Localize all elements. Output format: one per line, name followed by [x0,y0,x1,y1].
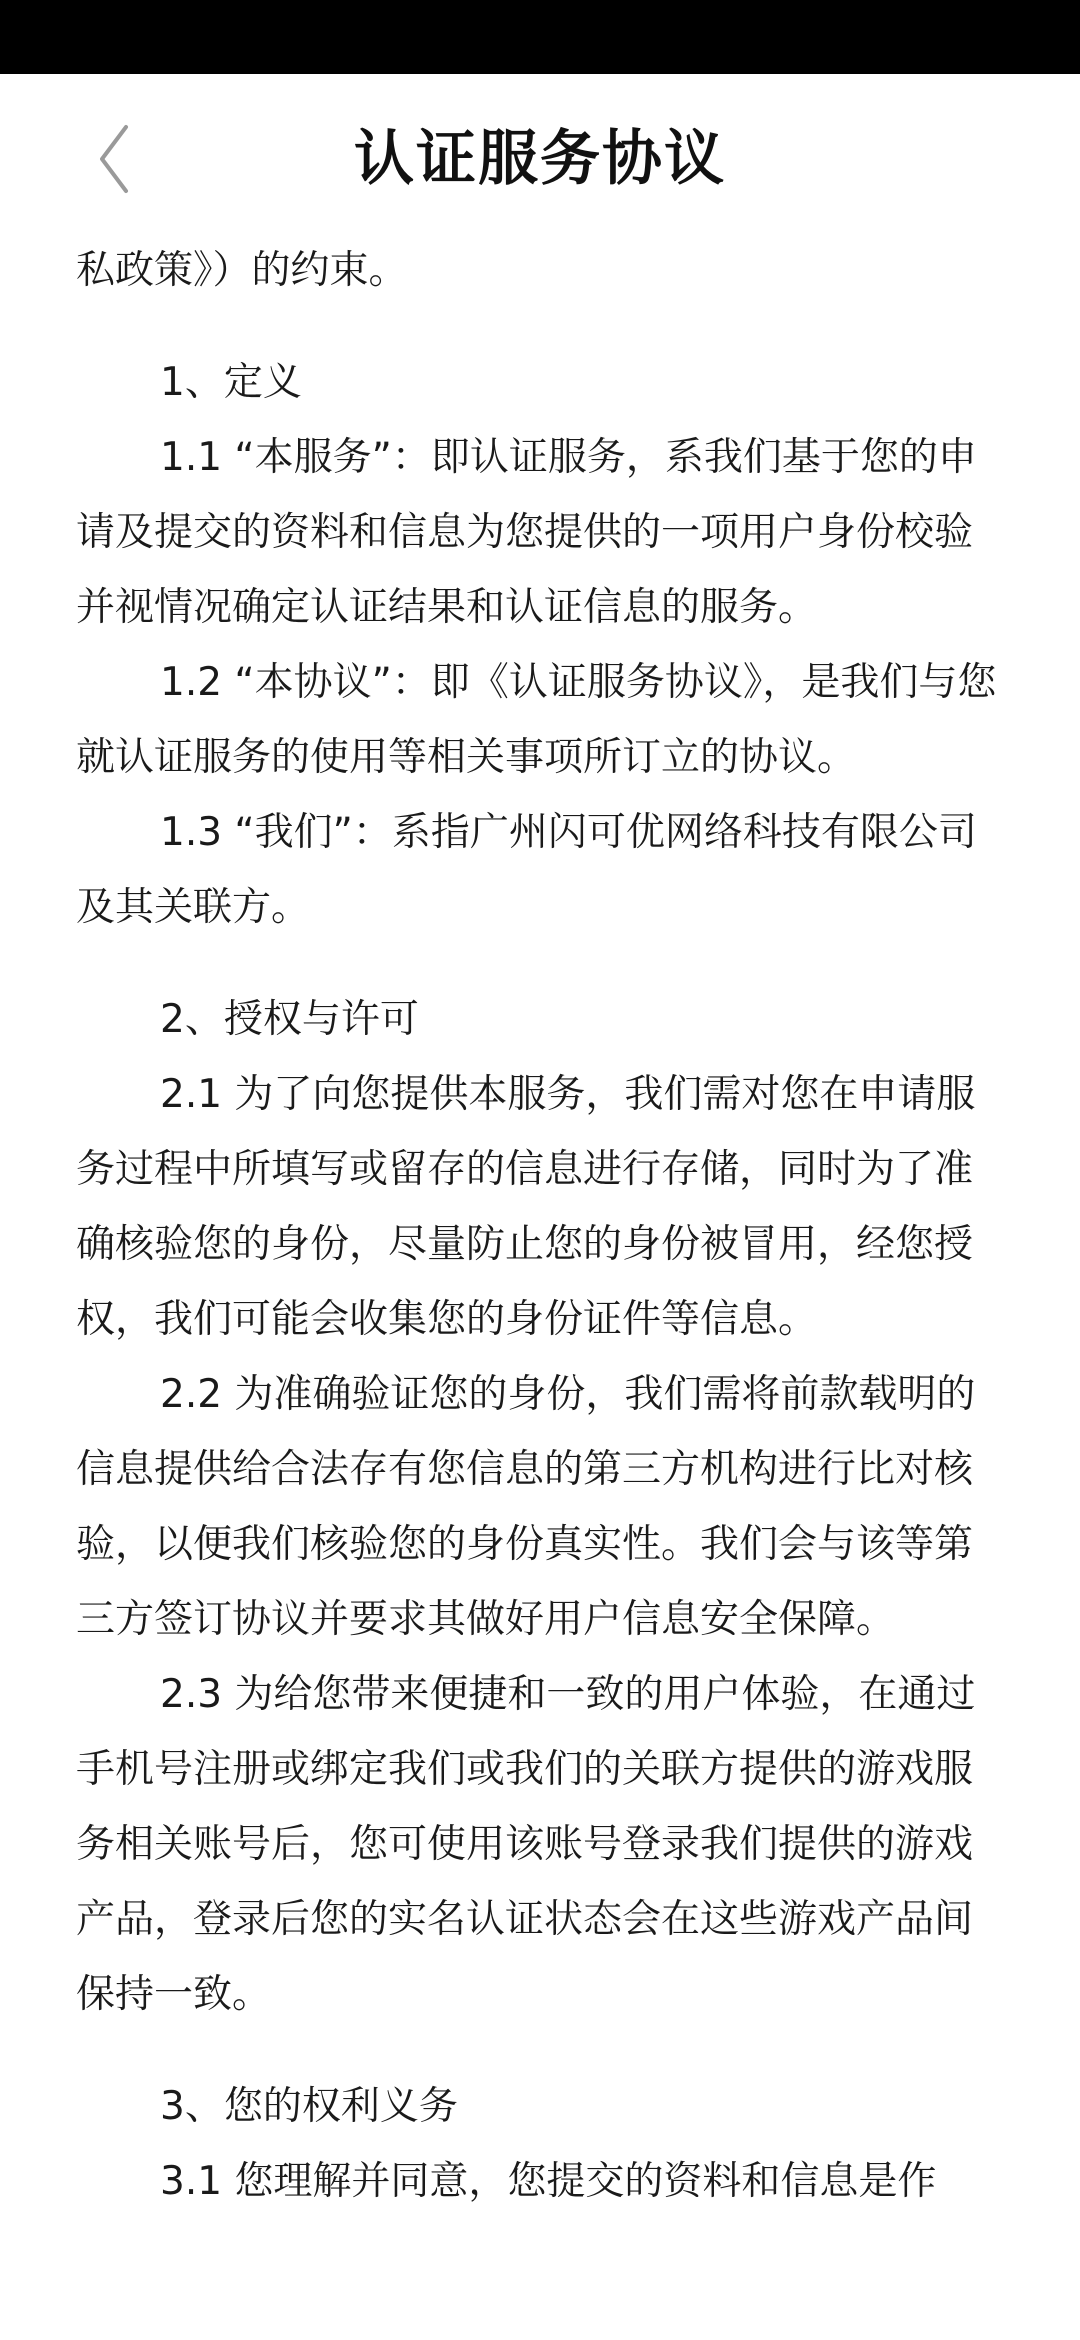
paragraph: 2.2 为准确验证您的身份，我们需将前款载明的信息提供给合法存有您信息的第三方机构进行比对核验，以便我们核验您的身份真实性。我们会与该等第三方签订协议并要求其做好用户信息安全保障。 [76,1372,976,1642]
page-title: 认证服务协议 [354,124,726,194]
paragraph: 2.1 为了向您提供本服务，我们需对您在申请服务过程中所填写或留存的信息进行存储，同时为了准确核验您的身份，尽量防止您的身份被冒用，经您授权，我们可能会收集您的身份证件等信息。 [76,1072,976,1342]
paragraph: 1.2 “本协议”：即《认证服务协议》，是我们与您就认证服务的使用等相关事项所订立的协议。 [76,660,997,780]
intro-text-line: 私政策》）的约束。 [76,248,408,293]
agreement-scroll-area[interactable] [0,234,1080,2340]
paragraph: 1.1 “本服务”：即认证服务，系我们基于您的申请及提交的资料和信息为您提供的一项用户身份校验并视情况确定认证结果和认证信息的服务。 [76,435,977,630]
section-heading: 3、您的权利义务 [160,2084,458,2129]
paragraph: 2.3 为给您带来便捷和一致的用户体验，在通过手机号注册或绑定我们或我们的关联方提供的游戏服务相关账号后，您可使用该账号登录我们提供的游戏产品，登录后您的实名认证状态会在这些游戏产品间保持一致。 [76,1672,976,2017]
section-heading: 1、定义 [160,360,302,405]
paragraph: 3.1 您理解并同意，您提交的资料和信息是作 [160,2159,937,2204]
section-heading: 2、授权与许可 [160,997,419,1042]
header [0,74,1080,234]
paragraph: 1.3 “我们”：系指广州闪可优网络科技有限公司及其关联方。 [76,810,977,930]
agreement-content [76,234,1006,2219]
status-bar [0,0,1080,74]
